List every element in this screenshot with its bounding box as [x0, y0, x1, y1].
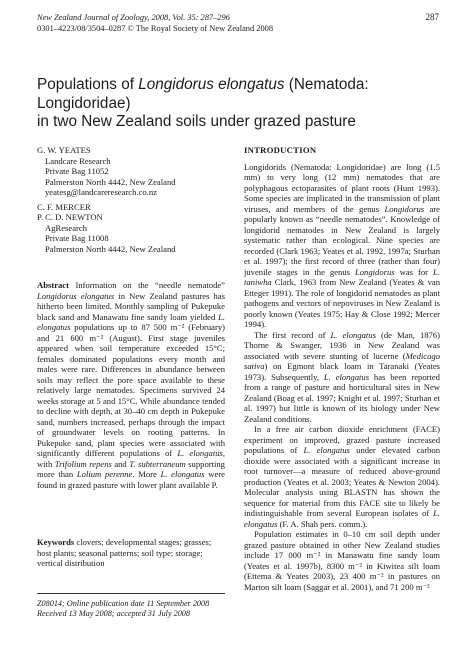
- title-part-1: Populations of: [37, 76, 139, 93]
- italic-term: Longidorus elongatus: [37, 290, 115, 301]
- author-name: P. C. D. NEWTON: [37, 212, 103, 222]
- keywords: [37, 537, 225, 569]
- italic-term: L. elongatus: [244, 508, 440, 529]
- italic-term: Medicago sativa: [244, 350, 440, 371]
- text-run: under elevated carbon dioxide were associated with a significant increase in root turnover—a measure of reduced above-ground production (Yeates et al. 2003; Yeates & Newton 2004). Molecular analysis using BLASTN has shown the sequence for material from this FACE site to likely be indistinguishable from several European isolates of: [244, 445, 440, 518]
- italic-term: L. elongatus: [177, 448, 223, 458]
- abstract-body: [37, 280, 225, 490]
- page-number: 287: [425, 12, 439, 22]
- author-affiliation-line: AgResearch: [45, 222, 87, 233]
- author-block: [37, 145, 225, 254]
- italic-term: Lolium perenne: [76, 469, 133, 479]
- footnote: [37, 599, 225, 619]
- text-run: in New Zealand pastures has hitherto been limited. Monthly sampling of Pukepuke black sand and Manawatu fine sandy loam yielded: [37, 290, 225, 322]
- footnote-publication: Z08014; Online publication date 11 September 2008: [37, 599, 210, 608]
- text-run: (de Man, 1876) Thorne & Swanger, 1936 in New Zealand was associated with severe stunting of lucerne (: [244, 329, 440, 361]
- intro-paragraph: [244, 529, 440, 592]
- text-run: are popularly known as “needle nematodes”. Knowledge of longidorid nematodes in New Zealand is largely systematic rather than ecological. Nine species are recorded (Clark 1963; Yeates et al. 1992, 1997a; Sturhan et al. 1997); the first record of three (rather than four) juvenile stages in the genus: [244, 203, 440, 277]
- italic-term: L. elongatus: [323, 371, 370, 382]
- issn-copyright: 0301–4223/08/3504–0287 © The Royal Society of New Zealand 2008: [37, 24, 274, 33]
- text-run: (F. A. Shah pers. comm.).: [277, 518, 368, 529]
- keywords-text: clovers; developmental stages; grasses; host plants; seasonal patterns; soil type; storage; vertical distribution: [37, 537, 212, 568]
- introduction-body: [244, 162, 440, 593]
- author-name: G. W. YEATES: [37, 145, 91, 155]
- text-run: In a free air carbon dioxide enrichment (FACE) experiment on improved, grazed pasture increased populations of: [244, 424, 440, 455]
- italic-term: Trifolium repens: [54, 458, 112, 469]
- italic-term: L. elongatus: [303, 445, 351, 455]
- footnote-dates: Received 13 May 2008; accepted 31 July 2008: [37, 609, 190, 618]
- journal-citation: New Zealand Journal of Zoology, 2008, Vol. 35: 287–296: [37, 13, 230, 22]
- abstract: [37, 280, 225, 490]
- introduction-column: [244, 145, 440, 592]
- italic-term: L. elongatus: [160, 469, 205, 479]
- text-run: were found in grazed pasture with lower plant available P.: [37, 469, 225, 490]
- text-run: populations up to 87 500 m⁻² (February) and 21 600 m⁻² (August). First stage juveniles appeared when soil temperature exceeded 15°C; females dominated populations every month and males were rare. Differences in abundance between soils may reflect the pore space available to these relatively large nematodes. Specimens survived 24 weeks storage at 5 and 15°C. While abundance tended to decline with depth, at 30–40 cm depth in Pukepuke sand, numbers increased, perhaps through the impact of groundwater levels on rooting patterns. In Pukepuke sand, plant species were associated with significantly different populations of: [37, 322, 225, 458]
- article-title: [37, 76, 437, 132]
- italic-term: Longidorus: [384, 203, 425, 214]
- text-run: Population estimates in 0–10 cm soil depth under grazed pasture obtained in other New Zealand studies include 17 000 m⁻² in Manawatu fine sandy loam (Yeates et al. 1997b), 8300 m⁻² in Kiwitea silt loam (Ettema & Yeates 2003), 23 400 m⁻² in pastures on Marton silt loam (Saggar et al. 2001), and 71 200 m⁻²: [244, 529, 440, 592]
- author-affiliation-line: Palmerston North 4442, New Zealand: [45, 243, 176, 254]
- section-heading: INTRODUCTION: [244, 145, 317, 155]
- author-name: C. F. MERCER: [37, 201, 91, 212]
- title-part-2: (Nematoda: Longidoridae): [37, 76, 369, 112]
- italic-term: L. elongatus: [37, 311, 225, 332]
- author-affiliation-line: Landcare Research: [45, 155, 111, 166]
- author-affiliation-line: Private Bag 11052: [45, 166, 109, 176]
- text-run: The first record of: [254, 329, 331, 340]
- footnote-rule: [37, 593, 225, 594]
- keywords-label: Keywords: [37, 537, 75, 547]
- intro-paragraph: [244, 424, 440, 529]
- text-run: , with: [37, 448, 225, 469]
- author-affiliation-line: Private Bag 11008: [45, 233, 109, 243]
- abstract-label: Abstract: [37, 280, 69, 290]
- author-affiliation-line: Palmerston North 4442, New Zealand: [45, 176, 176, 187]
- italic-term: L. taniwha: [244, 266, 440, 287]
- italic-term: T. subterraneum: [129, 458, 186, 469]
- text-run: Information on the “needle nematode”: [68, 280, 225, 290]
- running-header: [37, 12, 439, 34]
- text-run: was for: [394, 266, 434, 277]
- title-species: Longidorus elongatus: [138, 76, 285, 93]
- italic-term: Longidorus: [354, 266, 395, 277]
- author-email-link[interactable]: yeatesg@landcareresearch.co.nz: [45, 187, 157, 197]
- intro-paragraph: [244, 162, 440, 330]
- text-run: ) on Egmont black loam in Taranaki (Yeates 1973). Subsequently,: [244, 361, 440, 382]
- text-run: Clark, 1963 from New Zealand (Yeates & van Etteger 1991). The role of longidorid nematodes as plant pathogens and vectors of nepoviruses in New Zealand is poorly known (Yeates 1975; Hay & Close 1992; Mercer 1994).: [244, 277, 440, 329]
- italic-term: L. elongatus: [330, 329, 376, 340]
- text-run: and: [111, 458, 130, 469]
- text-run: supporting more than: [37, 458, 225, 479]
- text-run: Longidorids (Nematoda: Longidoridae) are long (1.5 mm) to very long (12 mm) nematodes that are polyphagous ectoparasites of plant roots (Hunt 1993). Some species are implicated in the transmission of plant viruses, and members of the genus: [244, 161, 440, 214]
- text-run: . More: [132, 469, 161, 479]
- text-run: has been reported from a range of pasture and horticultural sites in New Zealand (Boag et al. 1997; Knight et al. 1997; Sturhan et al. 1997) but little is known of its biology under New Zealand conditions.: [244, 371, 440, 424]
- title-line-2: in two New Zealand soils under grazed pasture: [37, 113, 356, 130]
- intro-paragraph: [244, 330, 440, 425]
